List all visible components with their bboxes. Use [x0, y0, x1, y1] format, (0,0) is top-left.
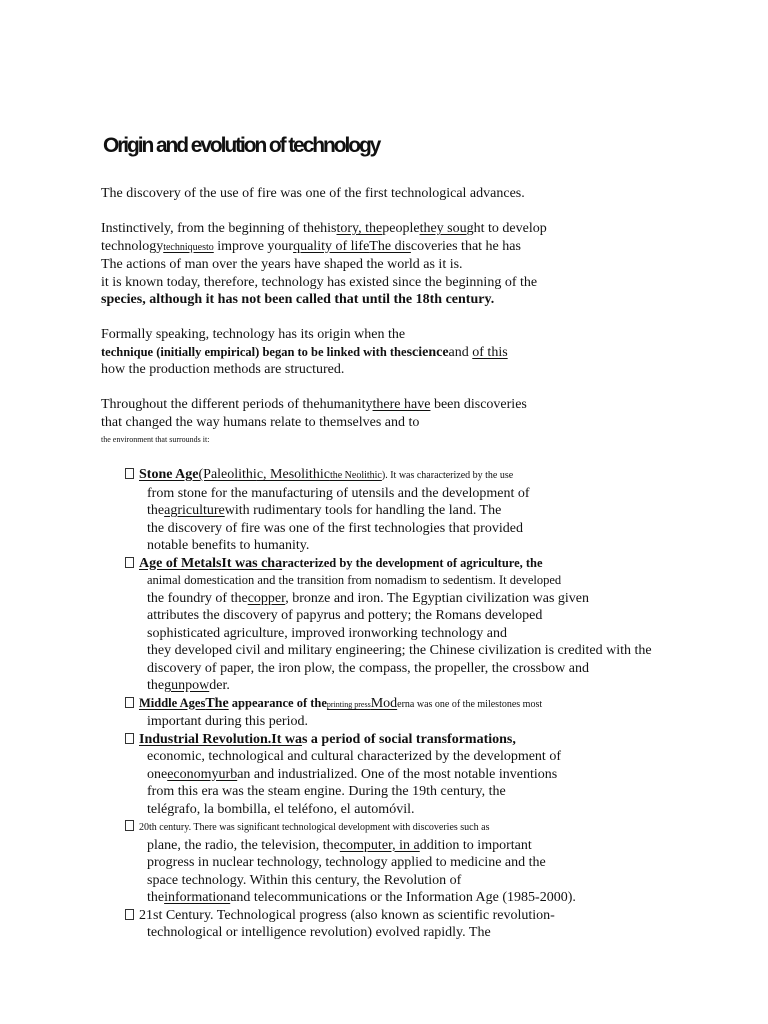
bullet-list — [101, 466, 701, 942]
paragraph-instinctively: Instinctively, from the beginning of thehistory, thepeoplethey sought to develop technologytechniquesto improve yourquality of lifeThe discoveries that he has The actions of man over the years have shaped the world as it is. it is known today, therefore, technology has existed since the beginning of the species, although it has not been called that until the 18th century. — [101, 221, 547, 307]
checkbox-icon — [125, 468, 134, 479]
document-body — [101, 185, 701, 942]
list-item: Age of MetalsIt was characterized by the development of agriculture, the animal domestication and the transition from nomadism to sedentism. It developed the foundry of thecopper, bronze and iron. The Egyptian civilization was given attributes the discovery of papyrus and pottery; the Romans developed sophisticated agriculture, improved ironworking technology and they developed civil and military engineering; the Chinese civilization is credited with the discovery of paper, the iron plow, the compass, the propeller, the crossbow and thegunpowder. — [101, 555, 701, 695]
list-item: 20th century. There was significant technological development with discoveries such as plane, the radio, the television, thecomputer, in addition to important progress in nuclear technology, technology applied to medicine and the space technology. Within this century, the Revolution of theinformationand telecommunications or the Information Age (1985-2000). — [101, 818, 701, 907]
link-middle-ages[interactable]: Middle Ages — [139, 695, 206, 710]
link-age-of-metals[interactable]: Age of Metals — [139, 555, 222, 571]
link-quality-of-life[interactable]: quality of life — [293, 238, 370, 254]
link-techniques[interactable]: techniquesto — [163, 241, 214, 253]
link-discoveries[interactable]: The dis — [369, 238, 411, 254]
paragraph-fire: The discovery of the use of fire was one of the first technological advances. — [101, 186, 525, 201]
link-computer[interactable]: computer, in a — [339, 837, 420, 853]
checkbox-icon — [125, 557, 134, 568]
link-history[interactable]: tory, the — [336, 221, 383, 236]
document-title: Origin and evolution of technology — [103, 134, 380, 157]
link-of-this[interactable]: of this — [472, 344, 508, 360]
list-item: Middle AgesThe appearance of theprinting pressModerna was one of the milestones most important during this period. — [101, 695, 701, 731]
link-paleolithic[interactable]: (Paleolithi — [198, 467, 257, 482]
list-item: Stone Age(Paleolithic, Mesolithicthe Neolithic). It was characterized by the use from stone for the manufacturing of utensils and the development of theagriculturewith rudimentary tools for handling the land. The the discovery of fire was one of the first technologies that provided notable benefits to humanity. — [101, 466, 701, 555]
link-gunpowder[interactable]: gunpow — [164, 678, 210, 693]
link-it-wa[interactable]: It wa — [271, 731, 302, 747]
checkbox-icon — [125, 733, 134, 744]
checkbox-icon — [125, 820, 134, 831]
checkbox-icon — [125, 909, 134, 920]
paragraph-throughout: Throughout the different periods of thehumanitythere have been discoveries that changed the way humans relate to themselves and to the environment that surrounds it: — [101, 397, 527, 444]
link-they-sought[interactable]: they sou — [419, 221, 467, 236]
link-mesolithic[interactable]: c, Mesolithic — [256, 467, 330, 482]
list-item: Industrial Revolution.It was a period of social transformations, economic, technological and cultural characterized by the development of oneeconomyurban and industrialized. One of the most notable inventions from this era was the steam engine. During the 19th century, the telégrafo, la bombilla, el teléfono, el automóvil. — [101, 731, 701, 819]
link-agriculture[interactable]: agriculture — [164, 503, 225, 518]
link-it-was-cha[interactable]: It was cha — [221, 555, 283, 571]
checkbox-icon — [125, 697, 134, 708]
link-there-have[interactable]: there have — [372, 397, 431, 412]
link-industrial-revolution[interactable]: Industrial Revolution. — [139, 731, 272, 747]
paragraph-formally: Formally speaking, technology has its origin when the technique (initially empirical) began to be linked with thescienceand of this how the production methods are structured. — [101, 327, 508, 377]
link-printing-press[interactable]: printing press — [326, 699, 371, 709]
link-neolithic[interactable]: the Neolithic — [329, 470, 382, 481]
list-item: 21st Century. Technological progress (also known as scientific revolution- technological or intelligence revolution) evolved rapidly. The — [101, 907, 701, 942]
link-information[interactable]: information — [164, 890, 231, 905]
link-modern[interactable]: Mod — [370, 695, 398, 711]
link-economy[interactable]: economyurb — [167, 766, 238, 782]
link-copper[interactable]: copper — [247, 590, 286, 606]
